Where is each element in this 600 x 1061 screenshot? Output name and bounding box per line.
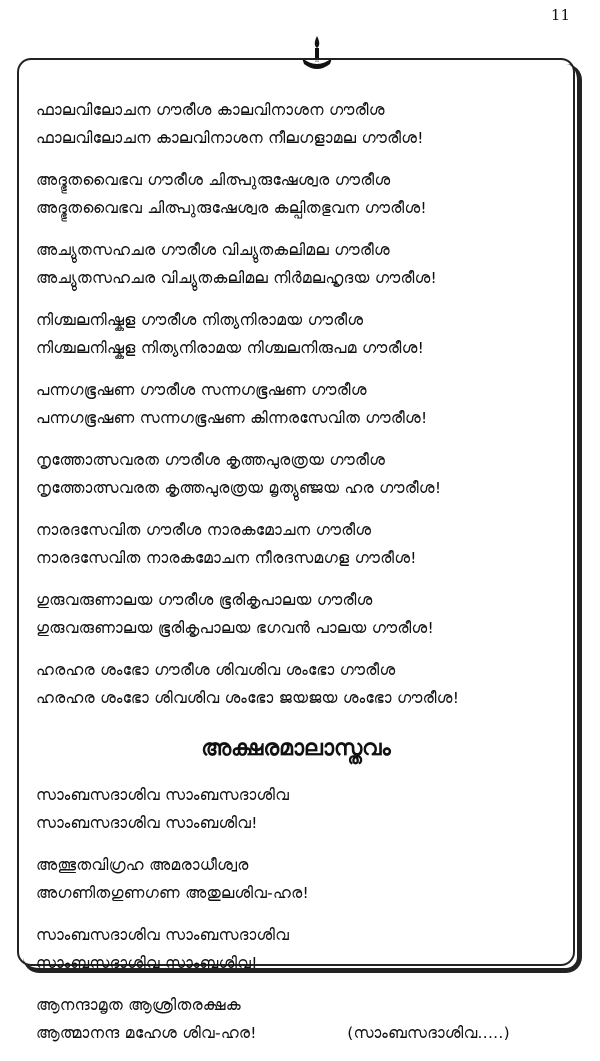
page-number: 11	[550, 6, 570, 24]
text-content	[36, 96, 556, 1061]
final-verse	[36, 991, 556, 1047]
verse-line: പന്നഗഭൂഷണ ഗൗരീശ സന്നഗഭൂഷണ ഗൗരീശ	[36, 381, 367, 399]
verse-line: അച്യുതസഹചര വിച്യുതകലിമല നിർമലഹൃദയ ഗൗരീശ!	[36, 269, 438, 287]
verse	[36, 166, 556, 222]
verse-line: അഗണിതഗുണഗണ അതുലശിവ-ഹര!	[36, 884, 310, 902]
stotram-section	[36, 96, 556, 712]
verse-line: ഹരഹര ശംഭോ ശിവശിവ ശംഭോ ജയജയ ശംഭോ ഗൗരീശ!	[36, 689, 460, 707]
verse	[36, 781, 556, 837]
verse	[36, 516, 556, 572]
verse	[36, 586, 556, 642]
verse-line: ഗുരുവരുണാലയ ഭൂരികൃപാലയ ഭഗവൻ പാലയ ഗൗരീശ!	[36, 619, 434, 637]
verse	[36, 851, 556, 907]
verse-line: ഗുരുവരുണാലയ ഗൗരീശ ഭൂരികൃപാലയ ഗൗരീശ	[36, 591, 373, 609]
verse	[36, 446, 556, 502]
verse-line: നിശ്ചലനിഷ്കള ഗൗരീശ നിത്യനിരാമയ ഗൗരീശ	[36, 311, 364, 329]
verse-line: നൃത്തോത്സവരത ഗൗരീശ കൃത്തപുരത്രയ ഗൗരീശ	[36, 451, 386, 469]
verse-line: അത്ഭുതവിഗ്രഹ അമരാധീശ്വര	[36, 856, 249, 874]
verse-line: സാംബസദാശിവ സാംബശിവ!	[36, 814, 258, 832]
verse-line: സാംബസദാശിവ സാംബസദാശിവ	[36, 926, 290, 944]
verse-line: നൃത്തോത്സവരത കൃത്തപുരത്രയ മൃത്യുഞ്ജയ ഹര ഗൗരീശ!	[36, 479, 442, 497]
verse	[36, 96, 556, 152]
verse	[36, 236, 556, 292]
verse-line: പന്നഗഭൂഷണ സന്നഗഭൂഷണ കിന്നരസേവിത ഗൗരീശ!	[36, 409, 428, 427]
verse-line: സാംബസദാശിവ സാംബസദാശിവ	[36, 786, 290, 804]
verse-line: ഫാലവിലോചന ഗൗരീശ കാലവിനാശന ഗൗരീശ	[36, 101, 385, 119]
refrain-marker: (സാംബസദാശിവ.....)	[347, 1024, 510, 1042]
stavam-section	[36, 781, 556, 977]
verse-line: ഹരഹര ശംഭോ ഗൗരീശ ശിവശിവ ശംഭോ ഗൗരീശ	[36, 661, 396, 679]
verse-line: നാരദസേവിത നാരകമോചന നീരദസമഗള ഗൗരീശ!	[36, 549, 417, 567]
verse	[36, 656, 556, 712]
verse	[36, 921, 556, 977]
verse	[36, 306, 556, 362]
verse-line: അദ്ഭുതവൈഭവ ഗൗരീശ ചിത്പുരുഷേശ്വര ഗൗരീശ	[36, 171, 391, 189]
verse-line: സാംബസദാശിവ സാംബശിവ!	[36, 954, 258, 972]
verse-line: നിശ്ചലനിഷ്കള നിത്യനിരാമയ നിശ്ചലനിരുപമ ഗൗരീശ!	[36, 339, 425, 357]
verse-line: ആനന്ദാമൃത ആശ്രിതരക്ഷക	[36, 996, 241, 1014]
verse-line: അച്യുതസഹചര ഗൗരീശ വിച്യുതകലിമല ഗൗരീശ	[36, 241, 390, 259]
verse-line: നാരദസേവിത ഗൗരീശ നാരകമോചന ഗൗരീശ	[36, 521, 372, 539]
section-title: അക്ഷരമാലാസ്തവം	[201, 736, 391, 761]
verse-line: ആത്മാനന്ദ മഹേശ ശിവ-ഹര!	[36, 1024, 257, 1042]
verse	[36, 376, 556, 432]
verse-line: ഫാലവിലോചന കാലവിനാശന നീലഗളാമല ഗൗരീശ!	[36, 129, 424, 147]
verse-line: അദ്ഭുതവൈഭവ ചിത്പുരുഷേശ്വര കല്പിതഭുവന ഗൗരീശ!	[36, 199, 427, 217]
